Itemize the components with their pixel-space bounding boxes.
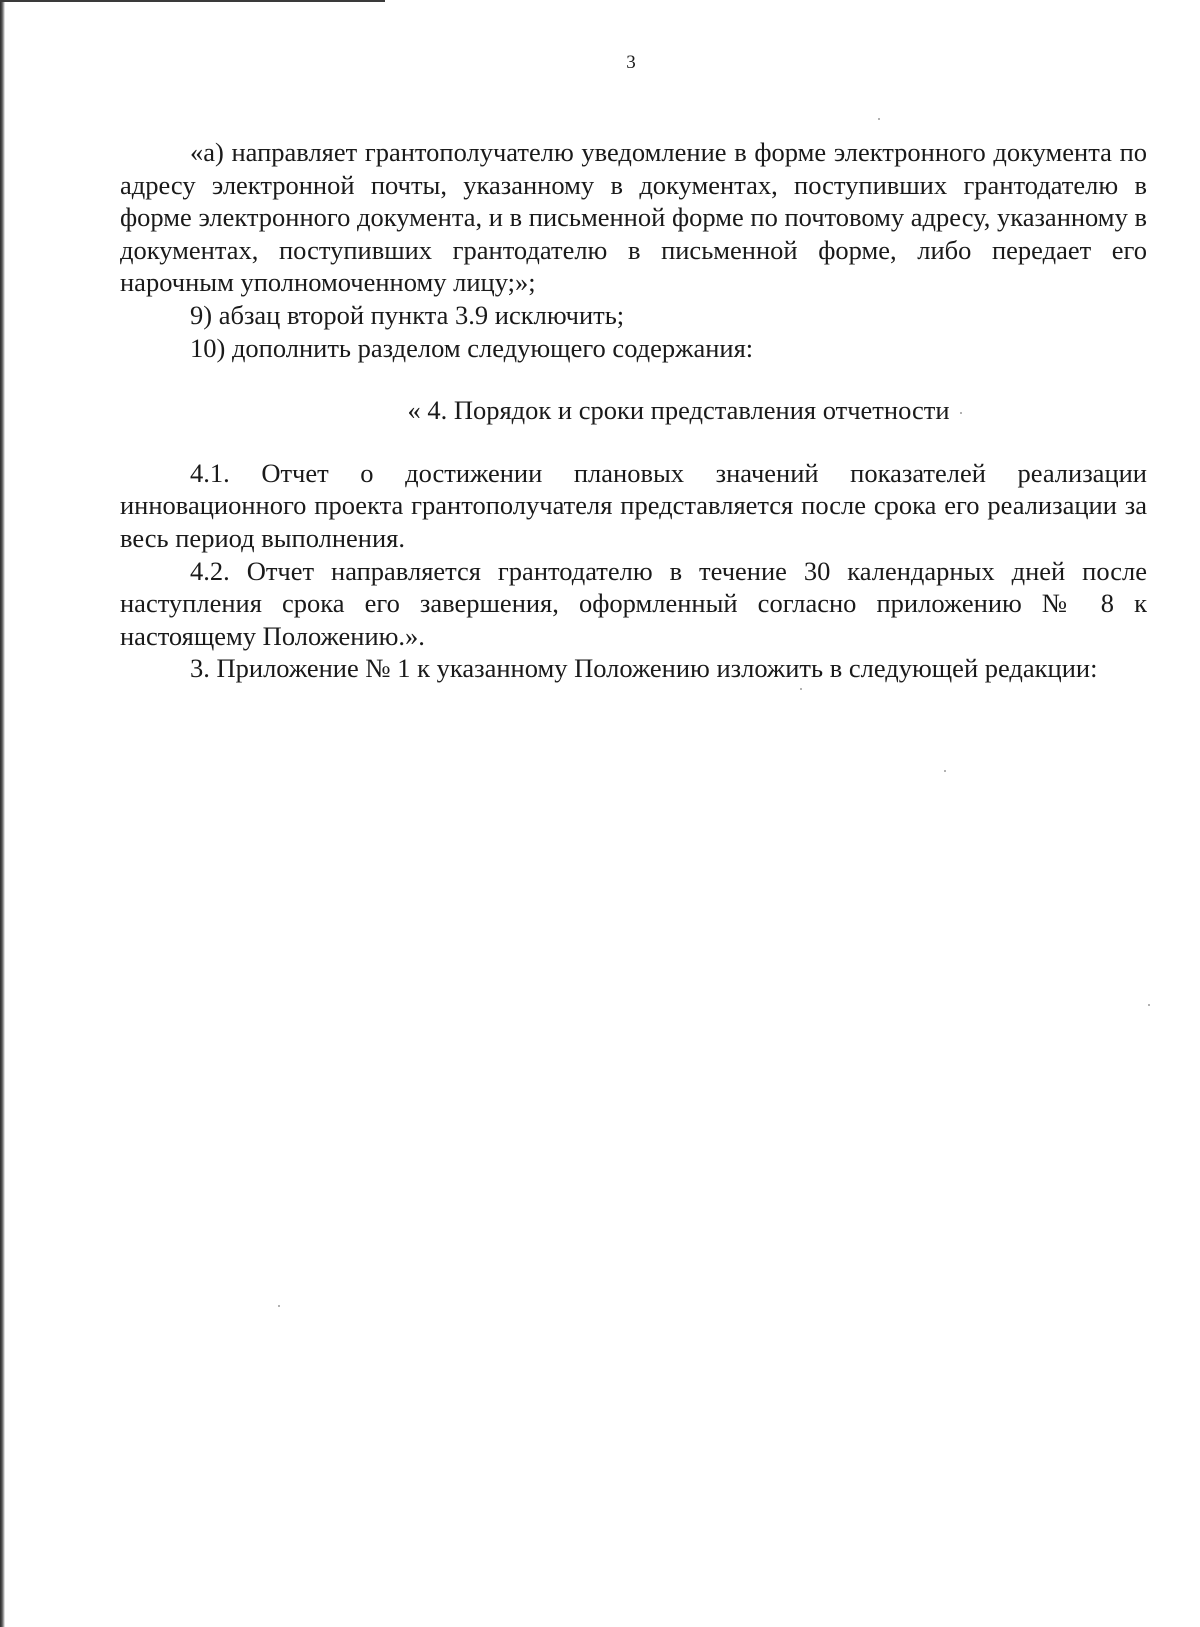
page-number: 3 <box>626 52 636 73</box>
paragraph-4-1: 4.1. Отчет о достижении плановых значений показателей реализации инновационного проекта грантополучателя представляется после срока его реализации за весь период выполнения. <box>120 457 1147 553</box>
paragraph-notification: «а) направляет грантополучателю уведомление в форме электронного документа по адресу электронной почты, указанному в документах, поступивших грантодателю в форме электронного документа, и в письменной форме по почтовому адресу, указанному в документах, поступивших грантодателю в письменной форме, либо передает его нарочным уполномоченному лицу;»; <box>120 137 1147 298</box>
scan-edge-left <box>0 0 5 1627</box>
paragraph-4-2: 4.2. Отчет направляется грантодателю в течение 30 календарных дней после наступления срока его завершения, оформленный согласно приложению № 8 к настоящему Положению.». <box>120 555 1147 651</box>
scan-speck <box>800 688 802 690</box>
paragraph-item-9: 9) абзац второй пункта 3.9 исключить; <box>190 299 625 330</box>
scan-edge-top <box>0 0 385 2</box>
scan-speck <box>1148 1004 1150 1006</box>
paragraph-appendix-1: 3. Приложение № 1 к указанному Положению изложить в следующей редакции: <box>190 653 1098 684</box>
scan-speck <box>278 1305 280 1307</box>
scan-speck <box>878 118 880 120</box>
scan-speck <box>944 770 946 772</box>
paragraph-item-10: 10) дополнить разделом следующего содержания: <box>190 332 754 363</box>
document-body <box>120 136 1147 685</box>
section-heading: « 4. Порядок и сроки представления отчетности <box>407 395 950 426</box>
